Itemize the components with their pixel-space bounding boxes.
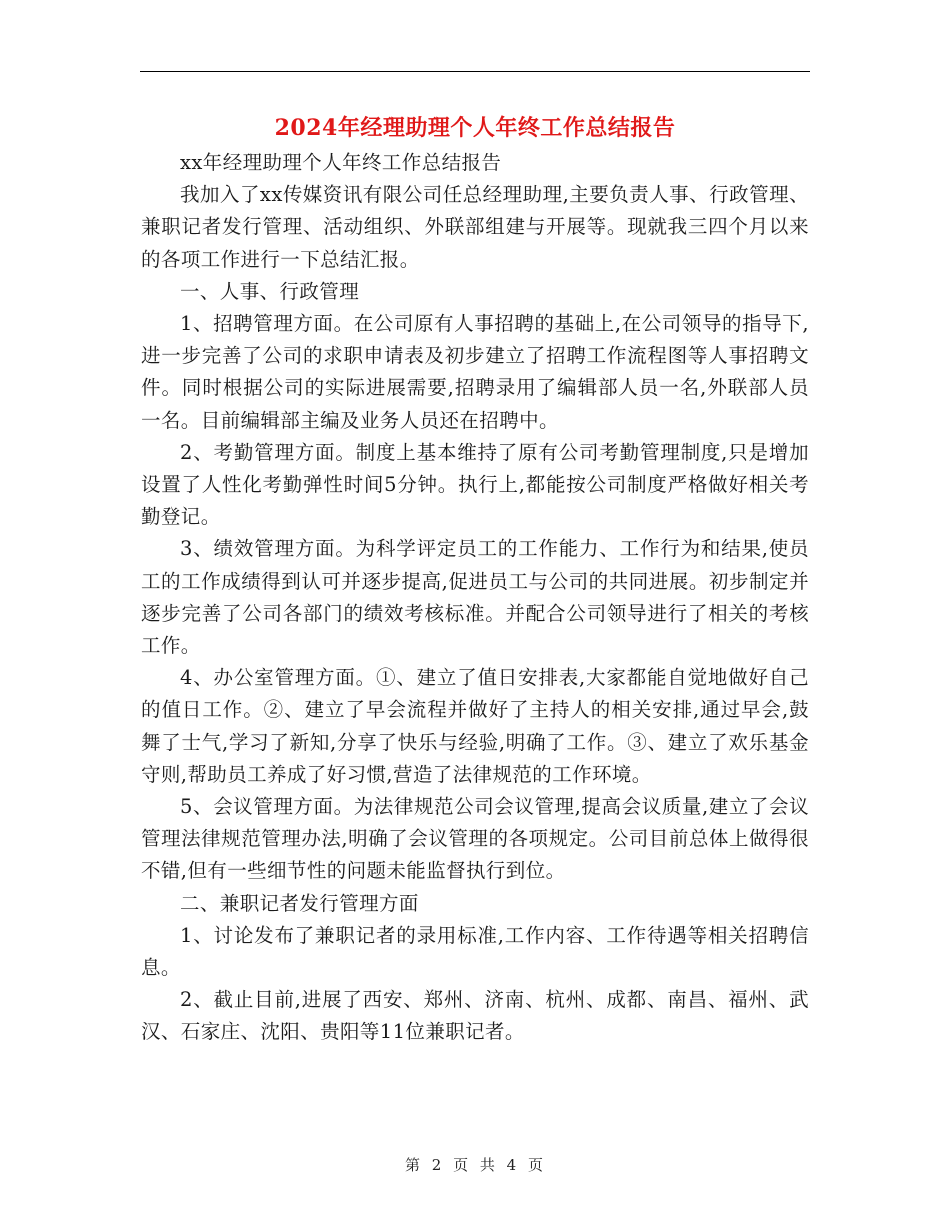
section-heading-reporters: 二、兼职记者发行管理方面 — [180, 891, 419, 915]
meeting-management-paragraph: 5、会议管理方面。为法律规范公司会议管理,提高会议质量,建立了会议管理法律规范管理办法,明确了会议管理的各项规定。公司目前总体上做得很不错,但有一些细节性的问题未能监督执行到位。 — [141, 795, 809, 883]
office-management-paragraph: 4、办公室管理方面。①、建立了值日安排表,大家都能自觉地做好自己的值日工作。②、建立了早会流程并做好了主持人的相关安排,通过早会,鼓舞了士气,学习了新知,分享了快乐与经验,明确了工作。③、建立了欢乐基金守则,帮助员工养成了好习惯,营造了法律规范的工作环境。 — [141, 666, 809, 786]
document-title: 2024年经理助理个人年终工作总结报告 — [274, 115, 676, 141]
header-rule — [140, 71, 810, 72]
reporter-progress-paragraph: 2、截止目前,进展了西安、郑州、济南、杭州、成都、南昌、福州、武汉、石家庄、沈阳、贵阳等11位兼职记者。 — [141, 988, 809, 1044]
reporter-standards-paragraph: 1、讨论发布了兼职记者的录用标准,工作内容、工作待遇等相关招聘信息。 — [141, 923, 809, 980]
subtitle-paragraph: xx年经理助理个人年终工作总结报告 — [180, 151, 502, 174]
intro-paragraph: 我加入了xx传媒资讯有限公司任总经理助理,主要负责人事、行政管理、兼职记者发行管理、活动组织、外联部组建与开展等。现就我三四个月以来的各项工作进行一下总结汇报。 — [141, 183, 809, 271]
section-heading-hr-admin: 一、人事、行政管理 — [180, 279, 360, 303]
document-body — [141, 147, 809, 1049]
performance-paragraph: 3、绩效管理方面。为科学评定员工的工作能力、工作行为和结果,使员工的工作成绩得到认可并逐步提高,促进员工与公司的共同进展。初步制定并逐步完善了公司各部门的绩效考核标准。并配合公司领导进行了相关的考核工作。 — [141, 537, 809, 658]
attendance-paragraph: 2、考勤管理方面。制度上基本维持了原有公司考勤管理制度,只是增加设置了人性化考勤弹性时间5分钟。执行上,都能按公司制度严格做好相关考勤登记。 — [141, 440, 809, 529]
page-number-footer: 第 2 页 共 4 页 — [405, 1156, 545, 1174]
recruitment-paragraph: 1、招聘管理方面。在公司原有人事招聘的基础上,在公司领导的指导下,进一步完善了公司的求职申请表及初步建立了招聘工作流程图等人事招聘文件。同时根据公司的实际进展需要,招聘录用了编辑部人员一名,外联部人员一名。目前编辑部主编及业务人员还在招聘中。 — [141, 312, 809, 432]
